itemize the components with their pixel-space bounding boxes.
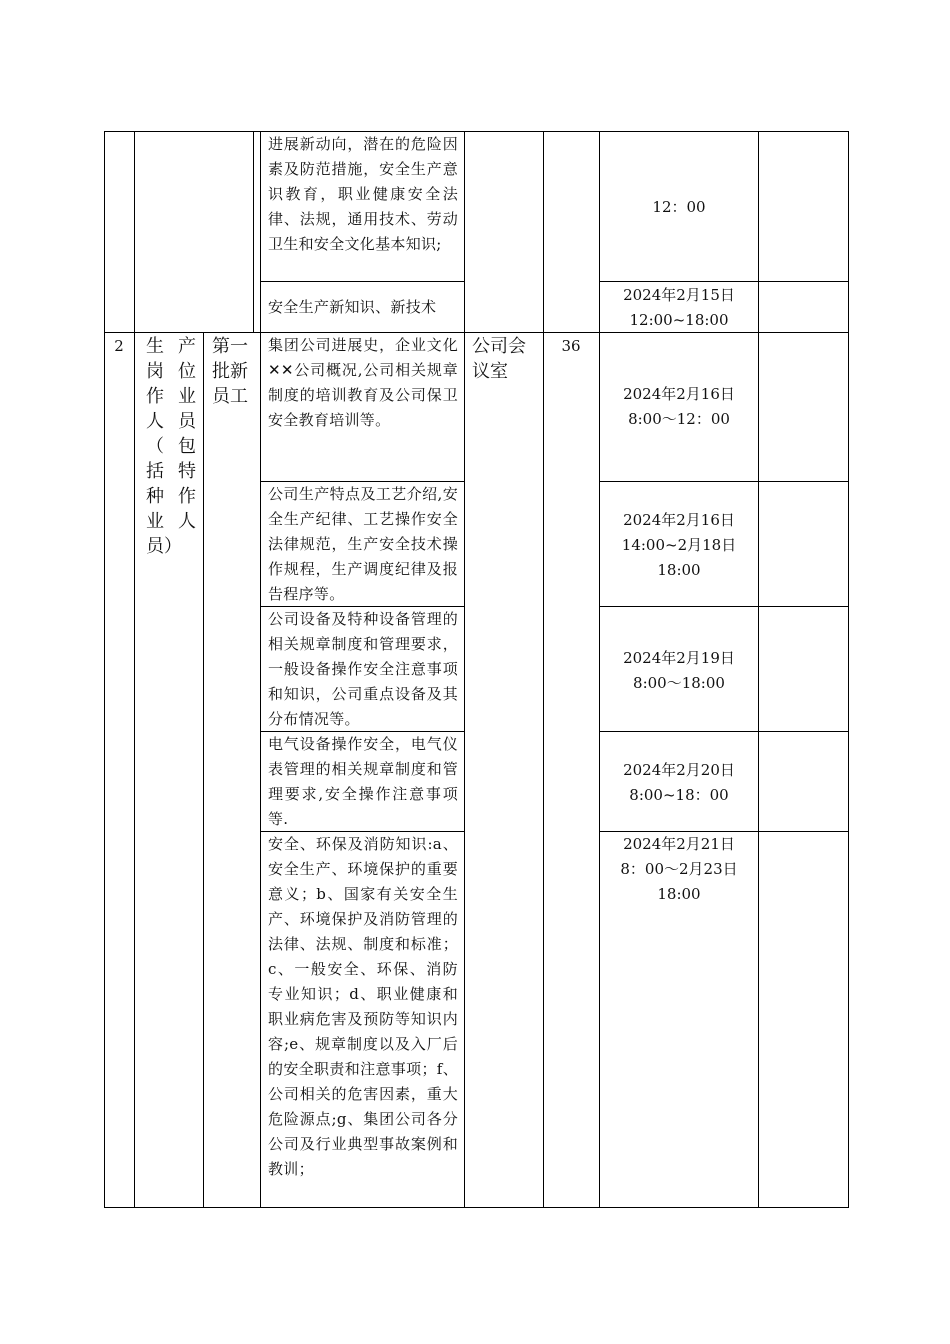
col-sep-4 (464, 131, 465, 1208)
time-line: 8:00~18：00 (629, 786, 729, 804)
category-line (146, 434, 196, 459)
category-char: （ (146, 436, 164, 457)
time-line: 18:00 (657, 885, 701, 903)
personnel-category (146, 334, 196, 559)
time-line: 2024年2月15日 (623, 286, 735, 304)
category-line (146, 459, 196, 484)
training-time-cell (600, 646, 758, 696)
category-char: 种 (146, 486, 164, 507)
table-border-left (104, 131, 105, 1208)
time-line: 12:00~18:00 (629, 311, 729, 329)
category-char: 生 (146, 336, 164, 357)
col-sep-2a (253, 131, 254, 332)
col-sep-5 (543, 131, 544, 1208)
col-sep-1 (134, 131, 135, 1208)
training-time-cell (600, 758, 758, 808)
training-content-cell: 公司设备及特种设备管理的相关规章制度和管理要求，一般设备操作安全注意事项和知识，公司重点设备及其分布情况等。 (268, 610, 458, 728)
training-content-cell: 公司生产特点及工艺介绍,安全生产纪律、工艺操作安全法律规范，生产安全技术操作规程，生产调度纪律及报告程序等。 (268, 485, 458, 603)
time-line: 8：00～2月23日 (620, 860, 738, 878)
category-char: 作 (178, 486, 196, 507)
category-line (146, 384, 196, 409)
category-char: 业 (146, 511, 164, 532)
table-border-bottom (104, 1207, 849, 1208)
row-sep-time-c (599, 606, 849, 607)
training-location: 公司会议室 (472, 336, 526, 382)
training-content-cell: 集团公司进展史，企业文化✕✕公司概况,公司相关规章制度的培训教育及公司保卫安全教育培训等。 (268, 336, 458, 429)
category-line (146, 409, 196, 434)
row-number: 2 (114, 337, 124, 355)
category-char: 员） (146, 536, 182, 557)
category-char: 人 (178, 511, 196, 532)
time-line: 14:00~2月18日 (621, 536, 737, 554)
row-sep-time-a (599, 281, 849, 282)
time-line: 8:00～12：00 (628, 410, 730, 428)
training-content-cell: 安全、环保及消防知识:a、安全生产、环境保护的重要意义；b、国家有关安全生产、环境保护及消防管理的法律、法规、制度和标准；c、一般安全、环保、消防专业知识；d、职业健康和职业病危害及预防等知识内容;e、规章制度以及入厂后的安全职责和注意事项；f、公司相关的危害因素，重大危险源点;g、集团公司各分公司及行业典型事故案例和教训； (268, 835, 458, 1178)
category-char: 员 (178, 411, 196, 432)
category-char: 产 (178, 336, 196, 357)
row-sep-time-d (599, 731, 849, 732)
category-line (146, 484, 196, 509)
category-line (146, 334, 196, 359)
col-sep-7 (758, 131, 759, 1208)
batch-name: 第一批新员工 (212, 336, 248, 407)
training-time-cell (600, 508, 758, 583)
category-char: 括 (146, 461, 164, 482)
training-content-cell: 电气设备操作安全，电气仪表管理的相关规章制度和管理要求,安全操作注意事项等. (268, 735, 458, 828)
participant-count: 36 (561, 337, 581, 355)
table-border-right (848, 131, 849, 1208)
training-time-cell (600, 382, 758, 432)
category-char: 位 (178, 361, 196, 382)
category-line (146, 359, 196, 384)
time-line: 18:00 (657, 561, 701, 579)
training-time-cell (600, 283, 758, 333)
time-line: 2024年2月20日 (623, 761, 735, 779)
category-char: 业 (178, 386, 196, 407)
training-content-cell: 进展新动向，潜在的危险因素及防范措施，安全生产意识教育，职业健康安全法律、法规，通用技术、劳动卫生和安全文化基本知识; (268, 135, 458, 253)
row-sep-content-a (260, 281, 465, 282)
time-line: 2024年2月16日 (623, 385, 735, 403)
category-char: 人 (146, 411, 164, 432)
time-line: 2024年2月21日 (623, 835, 735, 853)
category-char: 特 (178, 461, 196, 482)
category-line (146, 509, 196, 534)
col-sep-3 (260, 131, 261, 1208)
category-char: 作 (146, 386, 164, 407)
category-line (146, 534, 196, 559)
training-time-cell: 12：00 (652, 198, 706, 216)
table-border-top (104, 131, 849, 132)
category-char: 岗 (146, 361, 164, 382)
col-sep-2b (203, 332, 204, 1208)
time-line: 2024年2月16日 (623, 511, 735, 529)
row-sep-time-b (599, 481, 849, 482)
category-char: 包 (178, 436, 196, 457)
training-content-cell: 安全生产新知识、新技术 (268, 298, 437, 316)
training-time-cell (600, 832, 758, 907)
time-line: 8:00～18:00 (633, 674, 725, 692)
time-line: 2024年2月19日 (623, 649, 735, 667)
